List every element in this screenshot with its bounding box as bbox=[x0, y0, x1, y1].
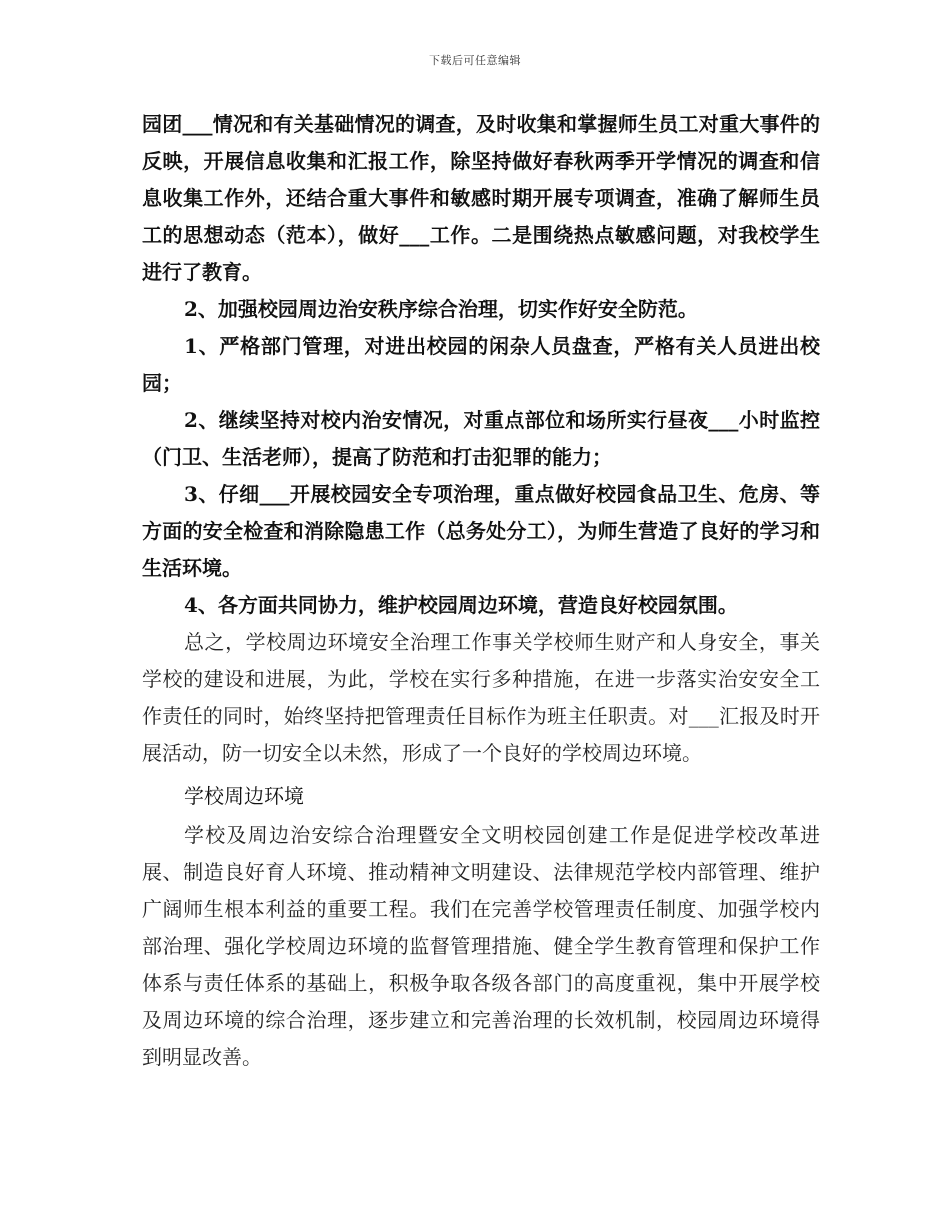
paragraph-item-2: 2、继续坚持对校内治安情况，对重点部位和场所实行昼夜___小时监控（门卫、生活老师），提高了防范和打击犯罪的能力； bbox=[142, 408, 820, 469]
paragraph-item-3: 3、仔细___开展校园安全专项治理，重点做好校园食品卫生、危房、等方面的安全检查和消除隐患工作（总务处分工），为师生营造了良好的学习和生活环境。 bbox=[142, 482, 820, 580]
section-title: 学校周边环境 bbox=[184, 784, 304, 808]
document-body bbox=[142, 106, 820, 1076]
paragraph-summary: 总之，学校周边环境安全治理工作事关学校师生财产和人身安全，事关学校的建设和进展，为此，学校在实行多种措施，在进一步落实治安安全工作责任的同时，始终坚持把管理责任目标作为班主任职责。对___汇报及时开展活动，防一切安全以未然，形成了一个良好的学校周边环境。 bbox=[142, 630, 820, 765]
page-header-note: 下载后可任意编辑 bbox=[429, 54, 521, 67]
paragraph-item-4: 4、各方面共同协力，维护校园周边环境，营造良好校园氛围。 bbox=[184, 593, 738, 617]
paragraph-intro: 学校及周边治安综合治理暨安全文明校园创建工作是促进学校改革进展、制造良好育人环境、推动精神文明建设、法律规范学校内部管理、维护广阔师生根本利益的重要工程。我们在完善学校管理责任制度、加强学校内部治理、强化学校周边环境的监督管理措施、健全学生教育管理和保护工作体系与责任体系的基础上，积极争取各级各部门的高度重视，集中开展学校及周边环境的综合治理，逐步建立和完善治理的长效机制，校园周边环境得到明显改善。 bbox=[142, 823, 820, 1069]
paragraph-item-1: 1、严格部门管理，对进出校园的闲杂人员盘查，严格有关人员进出校园； bbox=[142, 334, 820, 395]
paragraph-section-2: 2、加强校园周边治安秩序综合治理，切实作好安全防范。 bbox=[184, 297, 698, 321]
paragraph-continuation: 园团___情况和有关基础情况的调查，及时收集和掌握师生员工对重大事件的反映，开展信息收集和汇报工作，除坚持做好春秋两季开学情况的调查和信息收集工作外，还结合重大事件和敏感时期开展专项调查，准确了解师生员工的思想动态（范本），做好___工作。二是围绕热点敏感问题，对我校学生进行了教育。 bbox=[142, 112, 820, 284]
